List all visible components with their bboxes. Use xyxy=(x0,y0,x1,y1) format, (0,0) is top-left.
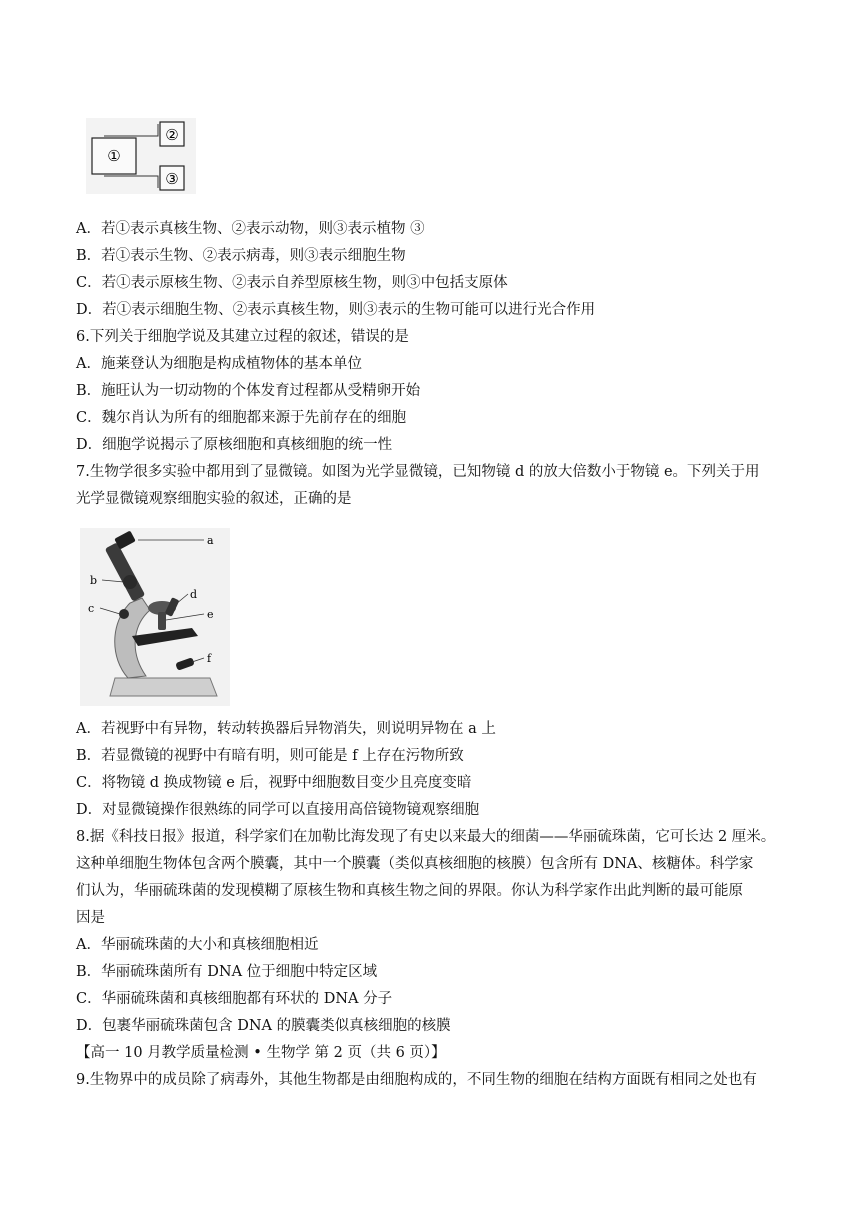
objective-e xyxy=(158,612,166,630)
q8-option-a: A．华丽硫珠菌的大小和真核细胞相近 xyxy=(76,937,319,953)
q8-stem-line2: 这种单细胞生物体包含两个膜囊，其中一个膜囊（类似真核细胞的核膜）包含所有 DNA、核糖体。科学家 xyxy=(76,856,754,872)
q8-option-d: D．包裹华丽硫珠菌包含 DNA 的膜囊类似真核细胞的核膜 xyxy=(76,1018,451,1034)
coarse-focus-knob xyxy=(123,575,137,589)
label-c: c xyxy=(88,602,95,615)
q6-option-d: D．细胞学说揭示了原核细胞和真核细胞的统一性 xyxy=(76,437,393,453)
q5-option-c: C．若①表示原核生物、②表示自养型原核生物，则③中包括支原体 xyxy=(76,275,508,291)
q6-stem: 6.下列关于细胞学说及其建立过程的叙述，错误的是 xyxy=(76,329,409,345)
label-b: b xyxy=(90,574,98,587)
q7-option-a: A．若视野中有异物，转动转换器后异物消失，则说明异物在 a 上 xyxy=(76,721,496,737)
q6-option-b: B．施旺认为一切动物的个体发育过程都从受精卵开始 xyxy=(76,383,421,399)
q7-option-d: D．对显微镜操作很熟练的同学可以直接用高倍镜物镜观察细胞 xyxy=(76,802,480,818)
q6-option-a: A．施莱登认为细胞是构成植物体的基本单位 xyxy=(76,356,362,372)
q7-stem-line2: 光学显微镜观察细胞实验的叙述，正确的是 xyxy=(76,491,352,507)
box-1-label: ① xyxy=(107,147,121,165)
q7-option-b: B．若显微镜的视野中有暗有明，则可能是 f 上存在污物所致 xyxy=(76,748,464,764)
q6-option-c: C．魏尔肖认为所有的细胞都来源于先前存在的细胞 xyxy=(76,410,407,426)
q5-option-d: D．若①表示细胞生物、②表示真核生物，则③表示的生物可能可以进行光合作用 xyxy=(76,302,596,318)
label-f: f xyxy=(207,652,212,665)
q9-stem-line1: 9.生物界中的成员除了病毒外，其他生物都是由细胞构成的，不同生物的细胞在结构方面既有相同之处也有 xyxy=(76,1072,757,1088)
label-e: e xyxy=(207,608,214,621)
q7-option-c: C．将物镜 d 换成物镜 e 后，视野中细胞数目变少且亮度变暗 xyxy=(76,775,472,791)
q8-stem-line3: 们认为，华丽硫珠菌的发现模糊了原核生物和真核生物之间的界限。你认为科学家作出此判断的最可能原 xyxy=(76,883,743,899)
box-3-label: ③ xyxy=(165,170,179,188)
microscope-figure xyxy=(80,528,230,706)
q7-stem-line1: 7.生物学很多实验中都用到了显微镜。如图为光学显微镜，已知物镜 d 的放大倍数小于物镜 e。下列关于用 xyxy=(76,464,760,480)
q8-stem-line1: 8.据《科技日报》报道，科学家们在加勒比海发现了有史以来最大的细菌——华丽硫珠菌，它可长达 2 厘米。 xyxy=(76,829,776,845)
box-2-label: ② xyxy=(165,126,179,144)
set-relationship-diagram xyxy=(86,118,196,194)
q8-stem-line4: 因是 xyxy=(76,910,105,926)
page-footer: 【高一 10 月教学质量检测 • 生物学 第 2 页（共 6 页）】 xyxy=(76,1045,446,1061)
fine-focus-knob xyxy=(119,609,129,619)
q5-option-a: A．若①表示真核生物、②表示动物，则③表示植物 ③ xyxy=(76,221,425,237)
q5-option-b: B．若①表示生物、②表示病毒，则③表示细胞生物 xyxy=(76,248,406,264)
q8-option-b: B．华丽硫珠菌所有 DNA 位于细胞中特定区域 xyxy=(76,964,378,980)
label-a: a xyxy=(207,534,214,547)
q8-option-c: C．华丽硫珠菌和真核细胞都有环状的 DNA 分子 xyxy=(76,991,393,1007)
label-d: d xyxy=(190,588,198,601)
microscope-base xyxy=(110,678,217,696)
